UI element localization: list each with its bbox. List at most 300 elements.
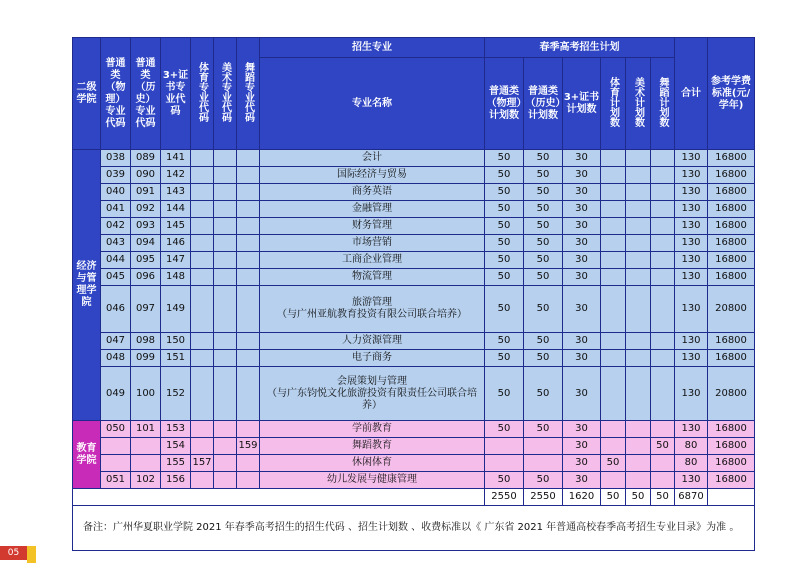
table-row: [73, 472, 755, 489]
code-cell-hist: 101: [131, 421, 161, 438]
code-cell-cert: 151: [161, 350, 191, 367]
plan-cell-total: 80: [675, 438, 708, 455]
plan-cell-p_phys: [485, 455, 524, 472]
code-cell-cert: 148: [161, 269, 191, 286]
code-cell-art: [214, 184, 237, 201]
plan-cell-p_art: [626, 167, 651, 184]
major-name-cell: [260, 455, 485, 472]
plan-cell-p_art: [626, 286, 651, 333]
major-name-cell: [260, 438, 485, 455]
code-cell-hist: 098: [131, 333, 161, 350]
header-plan-dance: 舞蹈计划数: [651, 58, 675, 150]
major-name: 舞蹈教育: [352, 440, 392, 451]
total-grand: 6870: [675, 489, 708, 506]
code-cell-hist: 092: [131, 201, 161, 218]
table-row: [73, 455, 755, 472]
plan-cell-p_pe: [601, 269, 626, 286]
plan-cell-p_pe: [601, 421, 626, 438]
code-cell-art: [214, 218, 237, 235]
plan-cell-fee: 16800: [708, 201, 755, 218]
code-cell-cert: 145: [161, 218, 191, 235]
major-name: 国际经济与贸易: [337, 169, 407, 180]
plan-cell-total: 130: [675, 421, 708, 438]
plan-cell-p_dance: [651, 269, 675, 286]
code-cell-cert: 155: [161, 455, 191, 472]
code-cell-hist: 091: [131, 184, 161, 201]
plan-cell-p_pe: [601, 150, 626, 167]
code-cell-pe: [191, 150, 214, 167]
plan-cell-p_phys: 50: [485, 367, 524, 421]
college-cell: 经济与管理学院: [73, 150, 101, 421]
plan-cell-p_pe: [601, 252, 626, 269]
total-plan-hist: 2550: [524, 489, 563, 506]
table-row: [73, 286, 755, 333]
code-cell-pe: [191, 269, 214, 286]
plan-cell-total: 130: [675, 286, 708, 333]
plan-cell-p_art: [626, 350, 651, 367]
code-cell-pe: [191, 201, 214, 218]
code-cell-phys: 043: [101, 235, 131, 252]
plan-cell-p_art: [626, 367, 651, 421]
code-cell-cert: 154: [161, 438, 191, 455]
plan-cell-total: 130: [675, 218, 708, 235]
plan-cell-p_dance: [651, 286, 675, 333]
major-name: 会计: [362, 152, 382, 163]
plan-cell-p_dance: [651, 455, 675, 472]
code-cell-dance: [237, 201, 260, 218]
table-row: [73, 218, 755, 235]
code-cell-hist: 095: [131, 252, 161, 269]
code-cell-hist: [131, 455, 161, 472]
code-cell-phys: 046: [101, 286, 131, 333]
major-name: 财务管理: [352, 220, 392, 231]
plan-cell-fee: 16800: [708, 350, 755, 367]
code-cell-pe: [191, 333, 214, 350]
code-cell-art: [214, 350, 237, 367]
code-cell-dance: [237, 421, 260, 438]
plan-cell-p_phys: 50: [485, 252, 524, 269]
plan-cell-p_art: [626, 472, 651, 489]
plan-cell-p_art: [626, 201, 651, 218]
plan-cell-p_dance: [651, 252, 675, 269]
code-cell-phys: 039: [101, 167, 131, 184]
code-cell-cert: 152: [161, 367, 191, 421]
header-plan-group: 春季高考招生计划: [485, 38, 675, 58]
code-cell-dance: [237, 235, 260, 252]
plan-cell-p_cert: 30: [563, 218, 601, 235]
code-cell-phys: 041: [101, 201, 131, 218]
code-cell-phys: 045: [101, 269, 131, 286]
code-cell-dance: [237, 150, 260, 167]
plan-cell-p_art: [626, 333, 651, 350]
code-cell-phys: [101, 455, 131, 472]
plan-cell-p_phys: 50: [485, 472, 524, 489]
plan-cell-fee: 16800: [708, 218, 755, 235]
total-fee-blank: [708, 489, 755, 506]
plan-cell-fee: 16800: [708, 421, 755, 438]
code-cell-pe: [191, 367, 214, 421]
code-cell-pe: 157: [191, 455, 214, 472]
plan-cell-fee: 16800: [708, 150, 755, 167]
plan-cell-p_phys: 50: [485, 269, 524, 286]
code-cell-dance: [237, 167, 260, 184]
code-cell-cert: 143: [161, 184, 191, 201]
plan-cell-p_phys: 50: [485, 218, 524, 235]
plan-cell-total: 130: [675, 167, 708, 184]
major-name-cell: [260, 218, 485, 235]
plan-cell-p_hist: 50: [524, 184, 563, 201]
major-name: 商务英语: [352, 186, 392, 197]
plan-cell-p_art: [626, 269, 651, 286]
code-cell-pe: [191, 286, 214, 333]
plan-cell-p_cert: 30: [563, 201, 601, 218]
plan-cell-p_pe: [601, 367, 626, 421]
plan-cell-p_phys: 50: [485, 350, 524, 367]
plan-cell-p_dance: [651, 472, 675, 489]
plan-cell-p_pe: [601, 235, 626, 252]
code-cell-dance: [237, 472, 260, 489]
plan-cell-p_cert: 30: [563, 455, 601, 472]
code-cell-pe: [191, 252, 214, 269]
plan-cell-p_hist: 50: [524, 201, 563, 218]
total-plan-cert: 1620: [563, 489, 601, 506]
plan-cell-fee: 16800: [708, 167, 755, 184]
plan-cell-fee: 16800: [708, 455, 755, 472]
plan-cell-p_hist: 50: [524, 367, 563, 421]
totals-row: [73, 489, 755, 506]
plan-cell-p_art: [626, 235, 651, 252]
code-cell-phys: 048: [101, 350, 131, 367]
plan-cell-p_hist: [524, 438, 563, 455]
code-cell-cert: 146: [161, 235, 191, 252]
plan-cell-fee: 16800: [708, 235, 755, 252]
major-name: 物流管理: [352, 271, 392, 282]
code-cell-pe: [191, 421, 214, 438]
footnote: 备注：广州华夏职业学院 2021 年春季高考招生的招生代码 、招生计划数 、收费标准以《 广东省 2021 年普通高校春季高考招生专业目录》为准 。: [73, 506, 755, 551]
plan-cell-p_cert: 30: [563, 167, 601, 184]
plan-cell-fee: 16800: [708, 438, 755, 455]
major-name: 学前教育: [352, 423, 392, 434]
code-cell-pe: [191, 235, 214, 252]
code-cell-pe: [191, 350, 214, 367]
major-name: 休闲体育: [352, 457, 392, 468]
code-cell-hist: 094: [131, 235, 161, 252]
code-cell-art: [214, 421, 237, 438]
plan-cell-p_cert: 30: [563, 269, 601, 286]
code-cell-cert: 144: [161, 201, 191, 218]
plan-cell-p_dance: [651, 350, 675, 367]
major-name: 会展策划与管理: [337, 375, 407, 387]
major-partner-note: （与广州亚航教育投资有限公司联合培养）: [277, 309, 467, 320]
code-cell-dance: [237, 218, 260, 235]
code-cell-phys: 042: [101, 218, 131, 235]
plan-cell-p_dance: [651, 218, 675, 235]
code-cell-art: [214, 455, 237, 472]
plan-cell-p_dance: [651, 421, 675, 438]
code-cell-hist: 089: [131, 150, 161, 167]
plan-cell-p_cert: 30: [563, 472, 601, 489]
code-cell-dance: 159: [237, 438, 260, 455]
code-cell-dance: [237, 184, 260, 201]
major-name: 旅游管理: [352, 297, 392, 308]
table-body: [73, 150, 755, 489]
plan-cell-p_pe: [601, 201, 626, 218]
plan-cell-p_hist: 50: [524, 150, 563, 167]
code-cell-art: [214, 235, 237, 252]
code-cell-art: [214, 333, 237, 350]
plan-cell-p_hist: 50: [524, 286, 563, 333]
plan-cell-p_hist: 50: [524, 269, 563, 286]
plan-cell-p_pe: [601, 167, 626, 184]
header-college: 二级学院: [73, 38, 101, 150]
table-row: [73, 438, 755, 455]
plan-cell-p_art: [626, 150, 651, 167]
code-cell-hist: 097: [131, 286, 161, 333]
code-cell-pe: [191, 167, 214, 184]
plan-cell-p_hist: 50: [524, 235, 563, 252]
code-cell-phys: 044: [101, 252, 131, 269]
major-name-cell: [260, 333, 485, 350]
plan-cell-p_hist: 50: [524, 421, 563, 438]
plan-cell-total: 130: [675, 472, 708, 489]
plan-cell-p_cert: 30: [563, 252, 601, 269]
plan-cell-total: 80: [675, 455, 708, 472]
plan-cell-p_phys: 50: [485, 201, 524, 218]
code-cell-phys: 051: [101, 472, 131, 489]
code-cell-hist: 096: [131, 269, 161, 286]
code-cell-phys: 038: [101, 150, 131, 167]
code-cell-phys: 047: [101, 333, 131, 350]
plan-cell-p_dance: [651, 367, 675, 421]
code-cell-phys: 049: [101, 367, 131, 421]
code-cell-hist: 100: [131, 367, 161, 421]
plan-cell-p_hist: 50: [524, 333, 563, 350]
major-name-cell: [260, 201, 485, 218]
enrollment-plan-table: [72, 37, 755, 551]
plan-cell-total: 130: [675, 269, 708, 286]
plan-cell-p_art: [626, 184, 651, 201]
header-fee: 参考学费标准(元/学年): [708, 38, 755, 150]
page-number: 05: [0, 546, 27, 560]
table-row: [73, 421, 755, 438]
header-major-name: 专业名称: [260, 58, 485, 150]
header-total: 合计: [675, 38, 708, 150]
plan-cell-p_hist: 50: [524, 252, 563, 269]
table-row: [73, 269, 755, 286]
code-cell-phys: 040: [101, 184, 131, 201]
code-cell-art: [214, 367, 237, 421]
code-cell-pe: [191, 218, 214, 235]
college-cell: 教育学院: [73, 421, 101, 489]
major-name: 人力资源管理: [342, 335, 402, 346]
plan-cell-p_phys: [485, 438, 524, 455]
code-cell-hist: 099: [131, 350, 161, 367]
major-name-cell: [260, 252, 485, 269]
plan-cell-p_pe: [601, 184, 626, 201]
plan-cell-p_phys: 50: [485, 184, 524, 201]
plan-cell-p_dance: [651, 201, 675, 218]
plan-cell-total: 130: [675, 235, 708, 252]
plan-cell-p_art: [626, 421, 651, 438]
code-cell-pe: [191, 438, 214, 455]
plan-cell-fee: 20800: [708, 367, 755, 421]
plan-cell-fee: 16800: [708, 269, 755, 286]
code-cell-art: [214, 252, 237, 269]
plan-cell-p_hist: 50: [524, 167, 563, 184]
code-cell-art: [214, 472, 237, 489]
plan-cell-p_dance: 50: [651, 438, 675, 455]
plan-cell-total: 130: [675, 150, 708, 167]
major-name: 金融管理: [352, 203, 392, 214]
plan-cell-p_phys: 50: [485, 235, 524, 252]
code-cell-pe: [191, 472, 214, 489]
plan-cell-p_art: [626, 252, 651, 269]
plan-cell-p_cert: 30: [563, 421, 601, 438]
plan-cell-p_dance: [651, 150, 675, 167]
header-pe-code: 体育专业代码: [191, 38, 214, 150]
major-name-cell: [260, 269, 485, 286]
table-row: [73, 150, 755, 167]
header-plan-pe: 体育计划数: [601, 58, 626, 150]
code-cell-dance: [237, 367, 260, 421]
plan-cell-fee: 16800: [708, 184, 755, 201]
plan-cell-p_dance: [651, 167, 675, 184]
header-hist-code: 普通类（历史）专业代码: [131, 38, 161, 150]
major-name: 幼儿发展与健康管理: [327, 474, 417, 485]
code-cell-cert: 142: [161, 167, 191, 184]
code-cell-art: [214, 438, 237, 455]
code-cell-hist: 093: [131, 218, 161, 235]
code-cell-pe: [191, 184, 214, 201]
code-cell-dance: [237, 333, 260, 350]
code-cell-dance: [237, 286, 260, 333]
plan-cell-p_cert: 30: [563, 184, 601, 201]
plan-cell-fee: 16800: [708, 252, 755, 269]
plan-cell-p_phys: 50: [485, 150, 524, 167]
table-row: [73, 252, 755, 269]
header-major-group: 招生专业: [260, 38, 485, 58]
plan-cell-p_hist: [524, 455, 563, 472]
code-cell-hist: 102: [131, 472, 161, 489]
header-dance-code: 舞蹈专业代码: [237, 38, 260, 150]
code-cell-phys: [101, 438, 131, 455]
header-cert-code: 3+证书专业代码: [161, 38, 191, 150]
major-name-cell: [260, 235, 485, 252]
major-name: 工商企业管理: [342, 254, 402, 265]
code-cell-art: [214, 269, 237, 286]
code-cell-art: [214, 150, 237, 167]
plan-cell-p_cert: 30: [563, 235, 601, 252]
plan-cell-p_pe: 50: [601, 455, 626, 472]
major-partner-note: （与广东钧悦文化旅游投资有限责任公司联合培养）: [267, 387, 477, 411]
plan-cell-total: 130: [675, 333, 708, 350]
code-cell-cert: 141: [161, 150, 191, 167]
plan-cell-p_cert: 30: [563, 286, 601, 333]
table-row: [73, 201, 755, 218]
plan-cell-p_art: [626, 218, 651, 235]
code-cell-cert: 156: [161, 472, 191, 489]
plan-cell-p_cert: 30: [563, 438, 601, 455]
code-cell-art: [214, 167, 237, 184]
code-cell-dance: [237, 269, 260, 286]
major-name: 电子商务: [352, 352, 392, 363]
major-name-cell: [260, 286, 485, 333]
plan-cell-p_art: [626, 438, 651, 455]
code-cell-dance: [237, 252, 260, 269]
header-phys-code: 普通类（物理）专业代码: [101, 38, 131, 150]
plan-cell-p_pe: [601, 218, 626, 235]
major-name-cell: [260, 167, 485, 184]
table-row: [73, 367, 755, 421]
code-cell-cert: 153: [161, 421, 191, 438]
total-plan-art: 50: [626, 489, 651, 506]
major-name-cell: [260, 472, 485, 489]
code-cell-cert: 147: [161, 252, 191, 269]
major-name-cell: [260, 421, 485, 438]
totals-label-cell: [73, 489, 485, 506]
plan-cell-p_cert: 30: [563, 350, 601, 367]
plan-cell-p_cert: 30: [563, 150, 601, 167]
code-cell-cert: 149: [161, 286, 191, 333]
code-cell-phys: 050: [101, 421, 131, 438]
plan-cell-total: 130: [675, 367, 708, 421]
code-cell-dance: [237, 455, 260, 472]
page-number-accent: [27, 546, 36, 563]
table-row: [73, 184, 755, 201]
table-row: [73, 333, 755, 350]
plan-cell-total: 130: [675, 201, 708, 218]
plan-cell-total: 130: [675, 252, 708, 269]
code-cell-hist: [131, 438, 161, 455]
major-name-cell: [260, 184, 485, 201]
total-plan-phys: 2550: [485, 489, 524, 506]
plan-cell-p_pe: [601, 286, 626, 333]
plan-cell-total: 130: [675, 350, 708, 367]
plan-cell-p_art: [626, 455, 651, 472]
plan-cell-fee: 20800: [708, 286, 755, 333]
plan-cell-p_dance: [651, 333, 675, 350]
plan-cell-p_pe: [601, 350, 626, 367]
code-cell-art: [214, 286, 237, 333]
plan-cell-fee: 16800: [708, 333, 755, 350]
major-name-cell: [260, 367, 485, 421]
plan-cell-p_phys: 50: [485, 286, 524, 333]
major-name-cell: [260, 150, 485, 167]
plan-cell-p_dance: [651, 184, 675, 201]
plan-cell-p_hist: 50: [524, 350, 563, 367]
table-row: [73, 167, 755, 184]
total-plan-pe: 50: [601, 489, 626, 506]
header-plan-hist: 普通类（历史）计划数: [524, 58, 563, 150]
header-art-code: 美术专业代码: [214, 38, 237, 150]
table-row: [73, 350, 755, 367]
plan-cell-p_phys: 50: [485, 421, 524, 438]
code-cell-art: [214, 201, 237, 218]
header-plan-phys: 普通类（物理）计划数: [485, 58, 524, 150]
plan-cell-p_pe: [601, 472, 626, 489]
plan-cell-p_phys: 50: [485, 167, 524, 184]
major-name: 市场营销: [352, 237, 392, 248]
major-name-cell: [260, 350, 485, 367]
code-cell-dance: [237, 350, 260, 367]
plan-cell-p_cert: 30: [563, 367, 601, 421]
plan-cell-p_hist: 50: [524, 218, 563, 235]
plan-cell-p_pe: [601, 333, 626, 350]
plan-cell-p_hist: 50: [524, 472, 563, 489]
total-plan-dance: 50: [651, 489, 675, 506]
table-row: [73, 235, 755, 252]
code-cell-cert: 150: [161, 333, 191, 350]
